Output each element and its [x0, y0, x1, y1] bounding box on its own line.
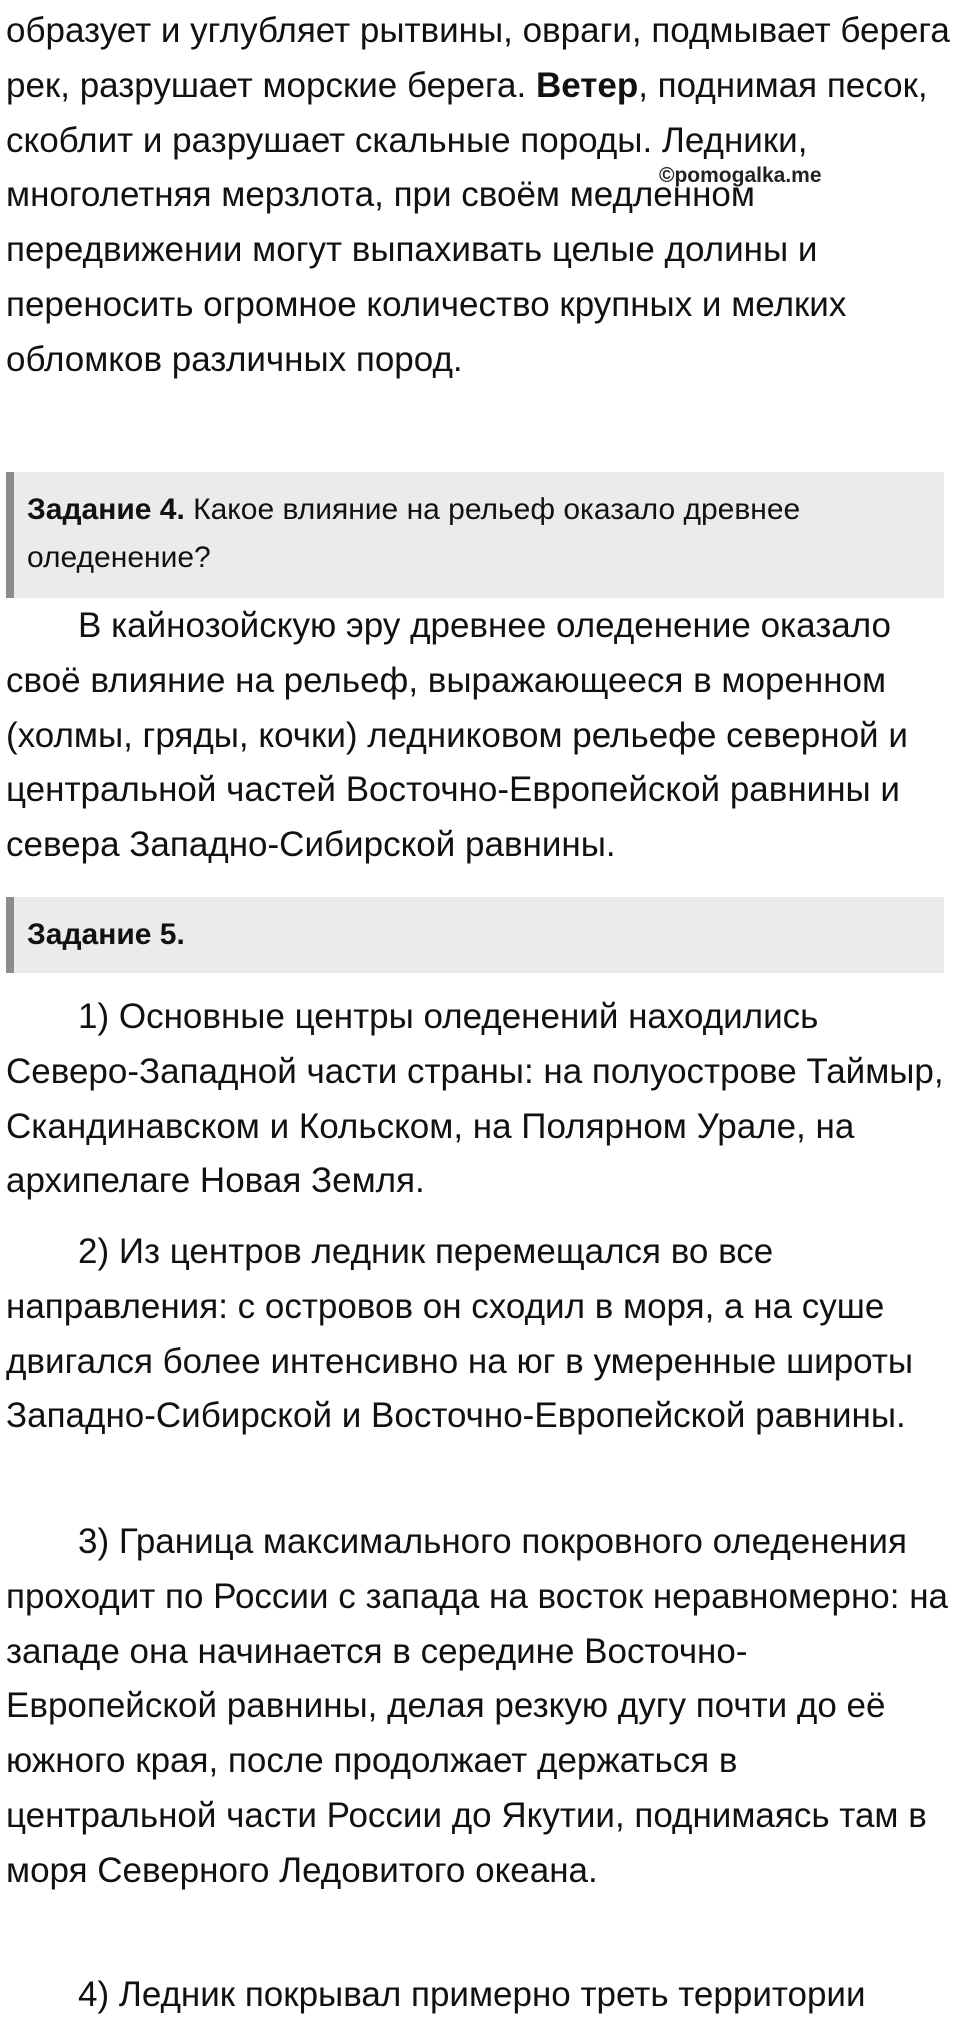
task4-box — [6, 472, 944, 598]
intro-paragraph — [6, 4, 954, 388]
task5-item-4: 4) Ледник покрывал примерно треть территории — [78, 1975, 866, 2014]
task5-box — [6, 897, 944, 973]
task5-item-2: 2) Из центров ледник перемещался во все направления: с островов он сходил в моря, а на суше двигался более интенсивно на юг в умеренные широты Западно-Сибирской и Восточно-Европейской равнины. — [6, 1232, 914, 1436]
intro-text-part1: образует и углубляет рытвины, овраги, подмывает берега рек, разрушает морские берега. — [6, 11, 950, 105]
task4-answer: В кайнозойскую эру древнее оледенение оказало своё влияние на рельеф, выражающееся в моренном (холмы, гряды, кочки) ледниковом рельефе северной и центральной частей Восточно-Европейской равнины и севера Западно-Сибирской равнины. — [6, 606, 908, 865]
task5-title: Задание 5. — [27, 918, 185, 951]
task5-item-3: 3) Граница максимального покровного оледенения проходит по России с запада на восток неравномерно: на западе она начинается в середине Восточно-Европейской равнины, делая резкую дугу почти до её южного края, после продолжает держаться в центральной части России до Якутии, поднимаясь там в моря Северного Ледовитого океана. — [6, 1522, 948, 1890]
intro-bold-word: Ветер — [535, 65, 639, 105]
task4-title: Задание 4. — [27, 493, 185, 526]
intro-text-part2: , поднимая песок, скоблит и разрушает скальные породы. Ледники, многолетняя мерзлота, при своём медленном передвижении могут выпахивать целые долины и переносить огромное количество крупных и мелких обломков различных пород. — [6, 65, 928, 379]
task5-item-1: 1) Основные центры оледенений находились Северо-Западной части страны: на полуострове Таймыр, Скандинавском и Кольском, на Полярном Урале, на архипелаге Новая Земля. — [6, 997, 944, 1201]
task4-question: Какое влияние на рельеф оказало древнее оледенение? — [27, 493, 801, 574]
watermark: ©pomogalka.me — [659, 164, 822, 187]
